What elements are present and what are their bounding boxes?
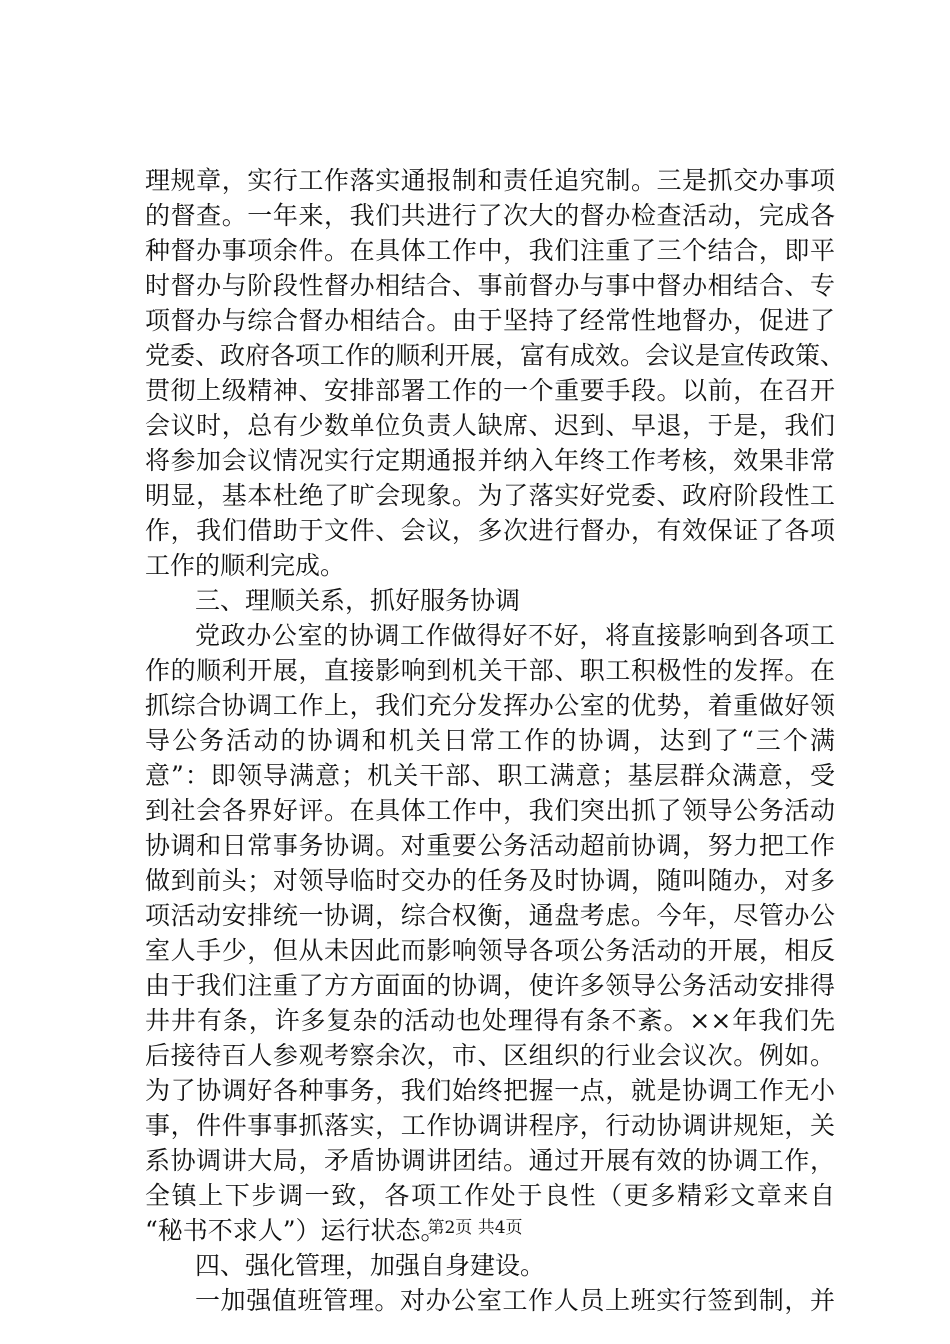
paragraph-line: 室人手少，但从未因此而影响领导各项公务活动的开展，相反 — [145, 936, 835, 965]
paragraph-line: 项活动安排统一协调，综合权衡，通盘考虑。今年，尽管办公 — [145, 901, 835, 930]
paragraph-line: “秘书不求人”）运行状态。 — [145, 1216, 446, 1245]
paragraph-line: 项督办与综合督办相结合。由于坚持了经常性地督办，促进了 — [145, 306, 835, 335]
page-number: 第2页 共4页 — [427, 1218, 523, 1238]
paragraph-line: 协调和日常事务协调。对重要公务活动超前协调，努力把工作 — [145, 831, 835, 860]
page-footer — [0, 1216, 950, 1240]
paragraph-line: 为了协调好各种事务，我们始终把握一点，就是协调工作无小 — [145, 1076, 835, 1105]
paragraph-line: 全镇上下步调一致，各项工作处于良性（更多精彩文章来自 — [145, 1181, 835, 1210]
paragraph-line: 作的顺利开展，直接影响到机关干部、职工积极性的发挥。在 — [145, 656, 835, 685]
section-heading: 四、强化管理，加强自身建设。 — [195, 1251, 546, 1280]
paragraph-line: 做到前头；对领导临时交办的任务及时协调，随叫随办，对多 — [145, 866, 835, 895]
paragraph-line: 时督办与阶段性督办相结合、事前督办与事中督办相结合、专 — [145, 271, 835, 300]
section-heading: 三、理顺关系，抓好服务协调 — [195, 586, 521, 615]
paragraph-line: 导公务活动的协调和机关日常工作的协调，达到了“三个满 — [145, 726, 835, 755]
paragraph-line: 会议时，总有少数单位负责人缺席、迟到、早退，于是，我们 — [145, 411, 835, 440]
paragraph-line: 由于我们注重了方方面面的协调，使许多领导公务活动安排得 — [145, 971, 835, 1000]
document-body — [145, 163, 846, 1318]
paragraph-line: 工作的顺利完成。 — [145, 551, 346, 580]
paragraph-line: 党委、政府各项工作的顺利开展，富有成效。会议是宣传政策、 — [145, 341, 846, 370]
paragraph-line: 的督查。一年来，我们共进行了次大的督办检查活动，完成各 — [145, 201, 835, 230]
paragraph-line: 明显，基本杜绝了旷会现象。为了落实好党委、政府阶段性工 — [145, 481, 835, 510]
paragraph-line: 将参加会议情况实行定期通报并纳入年终工作考核，效果非常 — [145, 446, 835, 475]
paragraph-line: 系协调讲大局，矛盾协调讲团结。通过开展有效的协调工作， — [145, 1146, 835, 1175]
paragraph-line: 抓综合协调工作上，我们充分发挥办公室的优势，着重做好领 — [145, 691, 835, 720]
paragraph-line: 井井有条，许多复杂的活动也处理得有条不紊。××年我们先 — [145, 1006, 835, 1035]
paragraph-line: 意”：即领导满意；机关干部、职工满意；基层群众满意，受 — [145, 761, 835, 790]
paragraph-line: 一加强值班管理。对办公室工作人员上班实行签到制，并 — [195, 1286, 835, 1315]
paragraph-line: 贯彻上级精神、安排部署工作的一个重要手段。以前，在召开 — [145, 376, 835, 405]
paragraph-line: 党政办公室的协调工作做得好不好，将直接影响到各项工 — [195, 621, 835, 650]
paragraph-line: 后接待百人参观考察余次，市、区组织的行业会议次。例如。 — [145, 1041, 835, 1070]
paragraph-line: 种督办事项余件。在具体工作中，我们注重了三个结合，即平 — [145, 236, 835, 265]
paragraph-line: 理规章，实行工作落实通报制和责任追究制。三是抓交办事项 — [145, 166, 835, 195]
paragraph-line: 到社会各界好评。在具体工作中，我们突出抓了领导公务活动 — [145, 796, 835, 825]
paragraph-line: 作，我们借助于文件、会议，多次进行督办，有效保证了各项 — [145, 516, 835, 545]
paragraph-line: 事，件件事事抓落实，工作协调讲程序，行动协调讲规矩，关 — [145, 1111, 835, 1140]
